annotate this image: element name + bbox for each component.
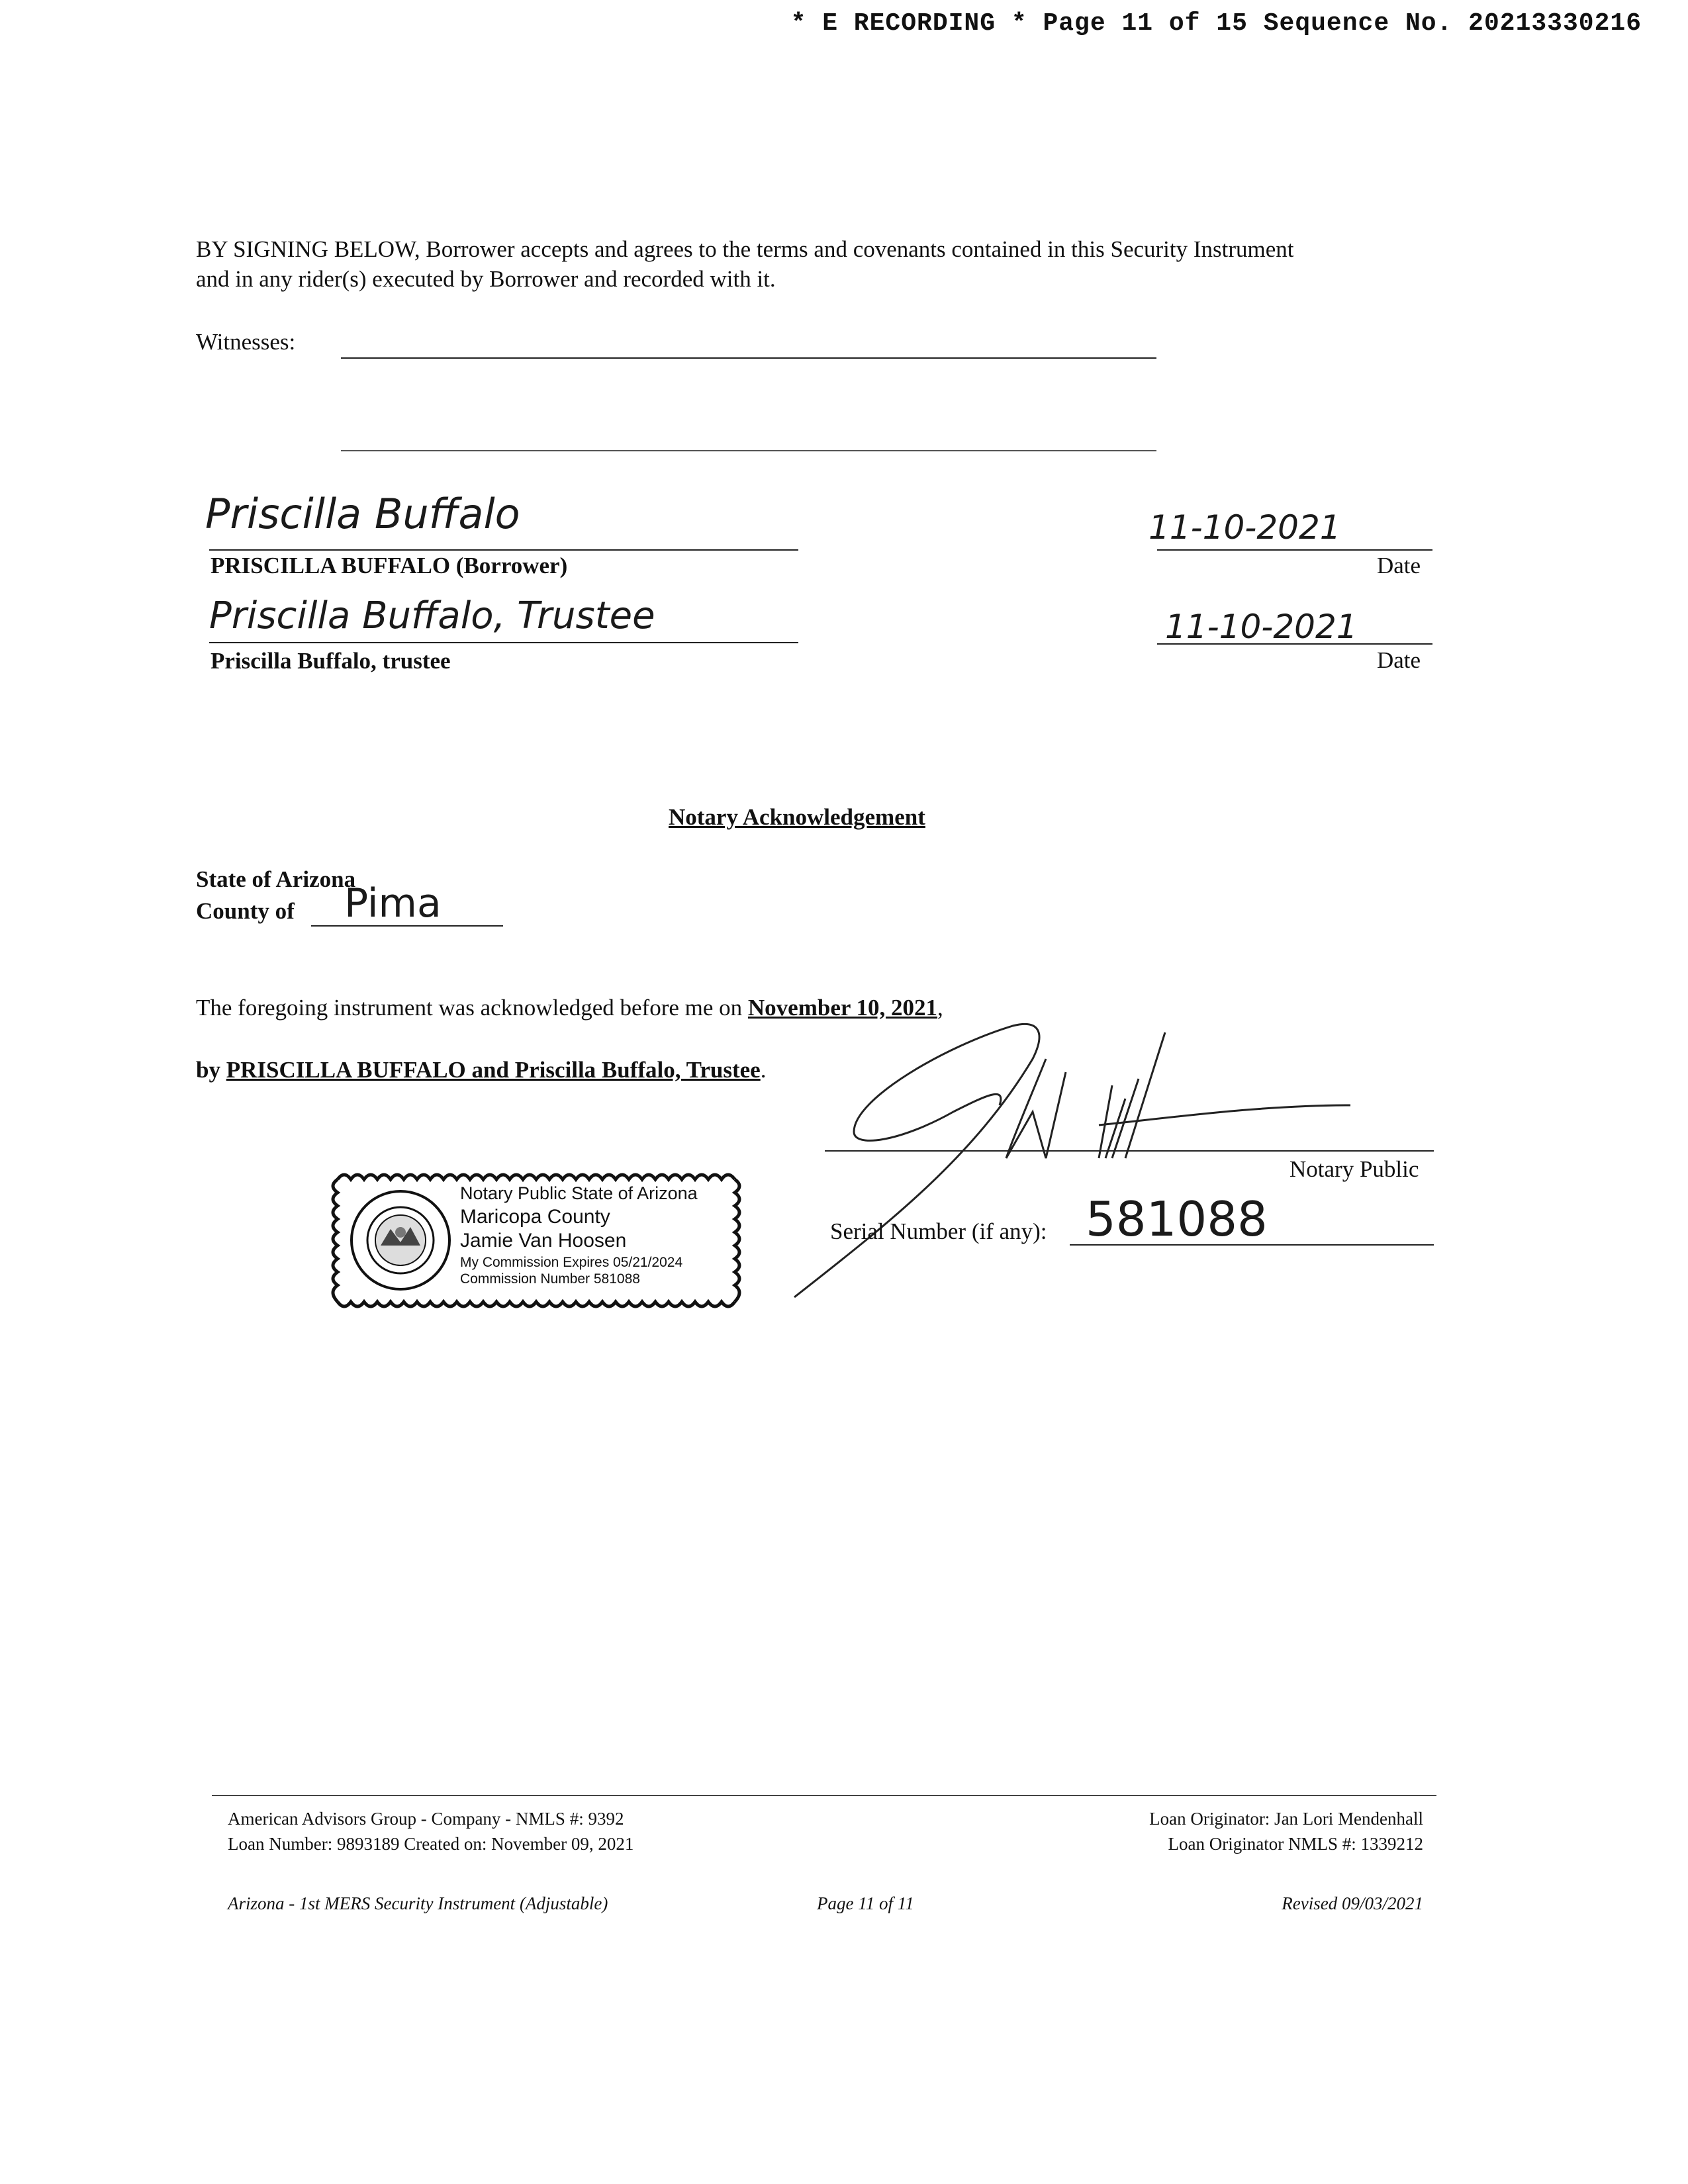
by-line: by PRISCILLA BUFFALO and Priscilla Buffalo, Trustee. (196, 1057, 767, 1083)
state-line: State of Arizona (196, 866, 356, 892)
serial-label: Serial Number (if any): (830, 1218, 1047, 1244)
footer-loan-number: Loan Number: 9893189 Created on: November 09, 2021 (228, 1834, 634, 1854)
borrower-date-label: Date (1377, 553, 1421, 578)
by-names: PRISCILLA BUFFALO and Priscilla Buffalo, Trustee (226, 1057, 761, 1083)
borrower-label: PRISCILLA BUFFALO (Borrower) (211, 553, 568, 578)
by-prefix: by (196, 1057, 220, 1083)
notary-title: Notary Acknowledgement (669, 804, 925, 830)
footer-originator: Loan Originator: Jan Lori Mendenhall (1149, 1809, 1423, 1829)
footer-page: Page 11 of 11 (817, 1893, 914, 1913)
intro-line-1: BY SIGNING BELOW, Borrower accepts and agrees to the terms and covenants contained in this Security Instrument (196, 236, 1294, 262)
county-label: County of (196, 898, 295, 924)
county-handwritten: Pima (344, 880, 442, 927)
stamp-line-1: Notary Public State of Arizona (460, 1183, 698, 1203)
footer-form-name: Arizona - 1st MERS Security Instrument (Adjustable) (228, 1893, 608, 1913)
footer-revised: Revised 09/03/2021 (1282, 1893, 1423, 1913)
witness-line-2 (341, 450, 1156, 451)
notary-public-line (825, 1150, 1434, 1152)
recording-header: * E RECORDING * Page 11 of 15 Sequence No. 20213330216 (790, 9, 1642, 38)
witnesses-label: Witnesses: (196, 329, 296, 355)
acknowledged-date: November 10, 2021 (747, 995, 938, 1021)
trustee-date-handwritten: 11-10-2021 (1165, 608, 1358, 646)
stamp-line-4: My Commission Expires 05/21/2024 (460, 1255, 683, 1270)
notary-stamp (324, 1166, 748, 1315)
trustee-date-line (1157, 643, 1432, 645)
intro-line-2: and in any rider(s) executed by Borrower and recorded with it. (196, 266, 776, 292)
trustee-signature: Priscilla Buffalo, Trustee (209, 594, 655, 637)
stamp-line-5: Commission Number 581088 (460, 1271, 640, 1287)
stamp-line-2: Maricopa County (460, 1206, 610, 1228)
acknowledged-prefix: The foregoing instrument was acknowledged before me on (196, 995, 743, 1021)
borrower-date-handwritten: 11-10-2021 (1149, 508, 1341, 547)
notary-public-label: Notary Public (1289, 1156, 1419, 1182)
borrower-signature: Priscilla Buffalo (205, 490, 520, 538)
trustee-signature-line (209, 642, 798, 643)
footer-company: American Advisors Group - Company - NMLS #: 9392 (228, 1809, 624, 1829)
footer-rule (212, 1795, 1436, 1796)
trustee-label: Priscilla Buffalo, trustee (211, 648, 451, 674)
footer-originator-nmls: Loan Originator NMLS #: 1339212 (1168, 1834, 1423, 1854)
acknowledged-line: The foregoing instrument was acknowledged before me on November 10, 2021, (196, 995, 943, 1021)
stamp-line-3: Jamie Van Hoosen (460, 1230, 627, 1251)
serial-handwritten: 581088 (1086, 1191, 1268, 1247)
trustee-date-label: Date (1377, 647, 1421, 673)
witness-line-1 (341, 357, 1156, 359)
